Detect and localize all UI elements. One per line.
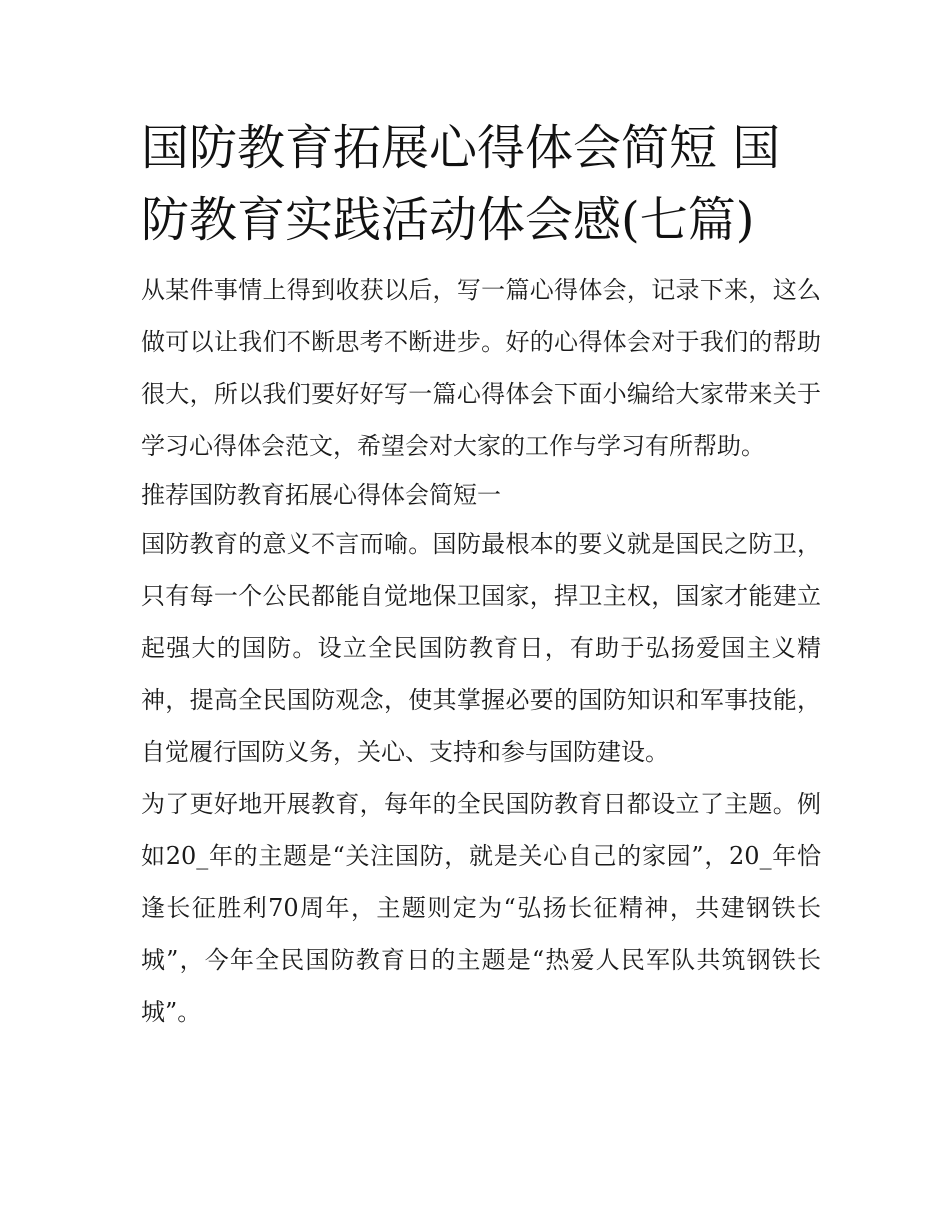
body-paragraph-2: 为了更好地开展教育，每年的全民国防教育日都设立了主题。例如20_年的主题是“关注国防，就是关心自己的家园”，20_年恰逢长征胜利70周年，主题则定为“弘扬长征精神，共建钢铁长城”，今年全民国防教育日的主题是“热爱人民军队共筑钢铁长城”。 [141, 790, 821, 1026]
section-heading: 推荐国防教育拓展心得体会简短一 [141, 481, 501, 509]
document-title: 国防教育拓展心得体会简短 国防教育实践活动体会感(七篇) [141, 120, 781, 248]
intro-paragraph: 从某件事情上得到收获以后，写一篇心得体会，记录下来，这么做可以让我们不断思考不断进步。好的心得体会对于我们的帮助很大，所以我们要好好写一篇心得体会下面小编给大家带来关于学习心得体会范文，希望会对大家的工作与学习有所帮助。 [141, 276, 821, 460]
document-page [141, 112, 821, 1038]
body-paragraph-1: 国防教育的意义不言而喻。国防最根本的要义就是国民之防卫，只有每一个公民都能自觉地保卫国家，捍卫主权，国家才能建立起强大的国防。设立全民国防教育日，有助于弘扬爱国主义精神，提高全民国防观念，使其掌握必要的国防知识和军事技能，自觉履行国防义务，关心、支持和参与国防建设。 [141, 530, 821, 766]
